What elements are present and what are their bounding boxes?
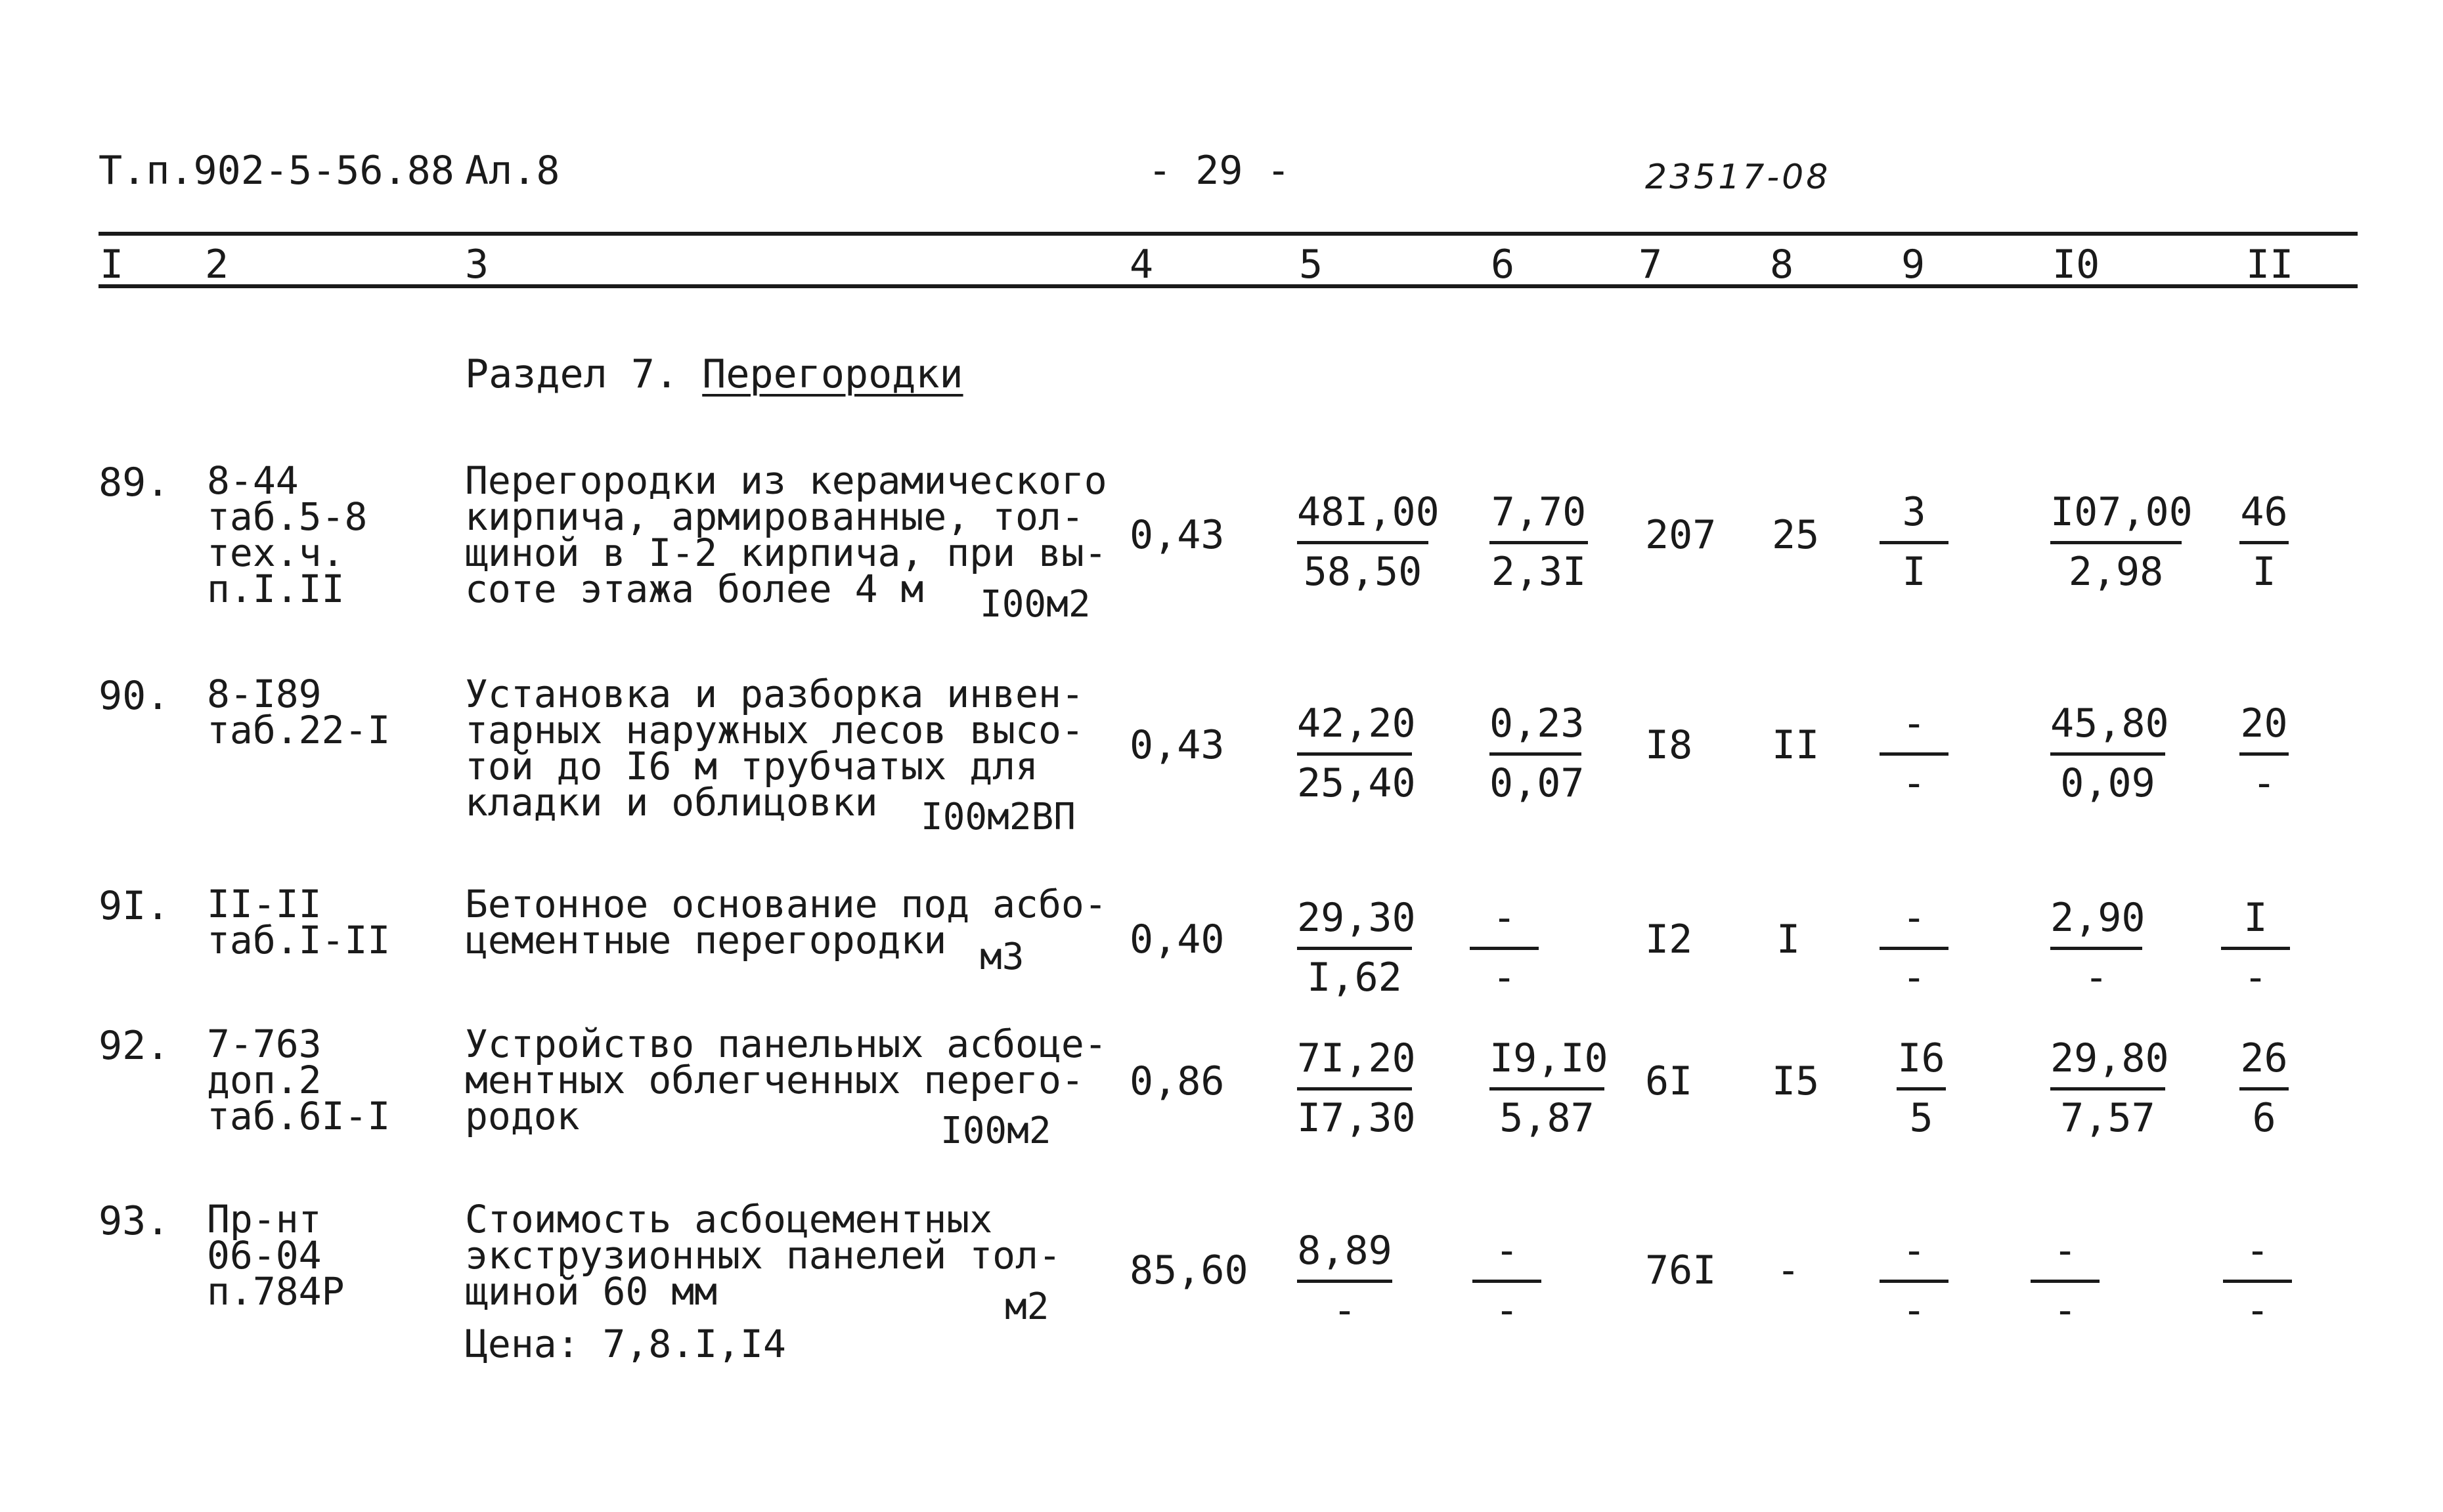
c11-top: 46 (2239, 492, 2289, 544)
quantity: 0,40 (1130, 917, 1225, 962)
cell-c11 (2221, 895, 2290, 1001)
work-description (465, 1197, 1061, 1314)
desc-line: щиной 60 мм (465, 1269, 718, 1314)
cell-c5 (1297, 895, 1416, 1001)
cell-c5 (1297, 1228, 1392, 1333)
desc-line: кирпича, армированные, тол- (465, 494, 1084, 539)
c6-top: 0,23 (1489, 704, 1581, 756)
cell-c5 (1297, 701, 1416, 806)
c9-top: - (1880, 1231, 1948, 1283)
cell-c8: I (1776, 917, 1801, 962)
desc-line: экструзионных панелей тол- (465, 1233, 1061, 1278)
c9-bottom: - (1902, 1287, 1926, 1333)
c9-top: - (1880, 898, 1948, 950)
c5-top: 8,89 (1297, 1231, 1392, 1283)
c11-bottom: - (2252, 760, 2276, 806)
doc-code: Т.п.902-5-56.88 (99, 148, 454, 194)
c11-top: 26 (2239, 1039, 2289, 1091)
c10-bottom: - (2053, 1287, 2077, 1333)
c5-bottom: 25,40 (1297, 760, 1416, 806)
col-10-number: I0 (2052, 242, 2100, 288)
code-line: таб.I-II (207, 918, 391, 962)
handwritten-number: 23517-08 (1645, 158, 1831, 197)
col-4-number: 4 (1130, 242, 1154, 288)
price-note: Цена: 7,8.I,I4 (465, 1322, 786, 1366)
c6-bottom: - (1495, 1287, 1519, 1333)
c6-top: - (1470, 898, 1539, 950)
c9-top: 3 (1880, 492, 1948, 544)
c5-bottom: I7,30 (1297, 1095, 1416, 1141)
desc-line: той до I6 м трубчатых для (465, 744, 1038, 788)
c5-top: 48I,00 (1297, 492, 1428, 544)
cell-c8: - (1776, 1247, 1801, 1293)
reference-code (207, 882, 391, 962)
c11-bottom: I (2252, 549, 2276, 595)
cell-c9 (1880, 489, 1948, 595)
c5-top: 7I,20 (1297, 1039, 1412, 1091)
c6-bottom: 0,07 (1489, 760, 1585, 806)
cell-c7: 76I (1645, 1247, 1717, 1293)
c11-bottom: - (2245, 1287, 2270, 1333)
section-prefix: Раздел 7. (465, 351, 679, 397)
cell-c6 (1472, 1228, 1541, 1333)
reference-code (207, 458, 368, 611)
code-line: таб.6I-I (207, 1094, 391, 1138)
cell-c6 (1489, 1035, 1608, 1141)
cell-c8: II (1772, 722, 1820, 768)
col-5-number: 5 (1299, 242, 1323, 288)
cell-c10 (2050, 489, 2193, 595)
c10-top: 29,80 (2050, 1039, 2165, 1091)
c9-top: I6 (1897, 1039, 1946, 1091)
code-line: п.I.II (207, 567, 345, 611)
cell-c10 (2050, 701, 2169, 806)
cell-c10 (2050, 1035, 2169, 1141)
quantity: 0,43 (1130, 512, 1225, 558)
c11-bottom: 6 (2252, 1095, 2276, 1141)
cell-c5 (1297, 1035, 1416, 1141)
code-line: 7-763 (207, 1022, 322, 1066)
c11-bottom: - (2243, 955, 2268, 1001)
c9-bottom: 5 (1909, 1095, 1933, 1141)
quantity: 0,43 (1130, 722, 1225, 768)
c6-top: - (1472, 1231, 1541, 1283)
desc-line: тарных наружных лесов высо- (465, 708, 1084, 752)
c11-top: - (2223, 1231, 2292, 1283)
c9-bottom: - (1902, 955, 1926, 1001)
reference-code (207, 672, 391, 752)
cell-c8: I5 (1772, 1058, 1820, 1104)
col-9-number: 9 (1901, 242, 1926, 288)
cell-c9 (1880, 701, 1948, 806)
desc-line: щиной в I-2 кирпича, при вы- (465, 530, 1107, 575)
desc-line: Бетонное основание под асбо- (465, 882, 1107, 926)
desc-line: Устройство панельных асбоце- (465, 1022, 1107, 1066)
c6-bottom: - (1492, 955, 1516, 1001)
col-7-number: 7 (1639, 242, 1663, 288)
measure-unit: I00м2ВП (921, 796, 1076, 838)
quantity: 0,86 (1130, 1058, 1225, 1104)
c10-top: - (2031, 1231, 2100, 1283)
code-line: 8-44 (207, 458, 299, 503)
c9-bottom: I (1902, 549, 1926, 595)
code-line: Пр-нт (207, 1197, 322, 1242)
row-number: 89. (99, 460, 170, 506)
desc-line: родок (465, 1094, 580, 1138)
c5-bottom: 58,50 (1303, 549, 1422, 595)
desc-line: кладки и облицовки (465, 780, 878, 825)
c5-top: 29,30 (1297, 898, 1412, 950)
quantity: 85,60 (1130, 1247, 1248, 1293)
c10-bottom: - (2084, 955, 2109, 1001)
cell-c6 (1470, 895, 1539, 1001)
c9-bottom: - (1902, 760, 1926, 806)
cell-c7: 6I (1645, 1058, 1693, 1104)
code-line: таб.22-I (207, 708, 391, 752)
cell-c11 (2239, 701, 2289, 806)
reference-code (207, 1022, 391, 1138)
measure-unit: м2 (1005, 1285, 1049, 1328)
cell-c6 (1489, 489, 1588, 595)
code-line: п.784Р (207, 1269, 345, 1314)
cell-c9 (1897, 1035, 1946, 1141)
section-title: Перегородки (702, 351, 963, 397)
cell-c6 (1489, 701, 1585, 806)
code-line: тех.ч. (207, 530, 345, 575)
header-rule-top (99, 232, 2358, 236)
c10-bottom: 2,98 (2068, 549, 2164, 595)
c6-top: 7,70 (1489, 492, 1588, 544)
c6-bottom: 2,3I (1491, 549, 1587, 595)
cell-c7: 207 (1645, 512, 1717, 558)
cell-c9 (1880, 1228, 1948, 1333)
c5-top: 42,20 (1297, 704, 1412, 756)
cell-c7: I8 (1645, 722, 1693, 768)
row-number: 92. (99, 1023, 170, 1069)
header-rule-bottom (99, 284, 2358, 288)
measure-unit: I00м2 (940, 1110, 1051, 1152)
cell-c11 (2239, 1035, 2289, 1141)
desc-line: Стоимость асбоцементных (465, 1197, 993, 1242)
desc-line: ментных облегченных перего- (465, 1058, 1084, 1102)
c5-bottom: I,62 (1307, 955, 1402, 1001)
col-11-number: II (2246, 242, 2294, 288)
cell-c11 (2239, 489, 2289, 595)
col-8-number: 8 (1770, 242, 1794, 288)
row-number: 90. (99, 673, 170, 719)
col-3-number: 3 (465, 242, 489, 288)
cell-c7: I2 (1645, 917, 1693, 962)
c10-top: I07,00 (2050, 492, 2182, 544)
c9-top: - (1880, 704, 1948, 756)
c10-bottom: 0,09 (2060, 760, 2155, 806)
cell-c10 (2031, 1228, 2100, 1333)
reference-code (207, 1197, 345, 1314)
c10-top: 45,80 (2050, 704, 2165, 756)
c6-bottom: 5,87 (1499, 1095, 1595, 1141)
code-line: таб.5-8 (207, 494, 368, 539)
c6-top: I9,I0 (1489, 1039, 1604, 1091)
col-2-number: 2 (205, 242, 229, 288)
code-line: 06-04 (207, 1233, 322, 1278)
desc-line: соте этажа более 4 м (465, 567, 924, 611)
row-number: 93. (99, 1198, 170, 1244)
cell-c8: 25 (1772, 512, 1820, 558)
c10-bottom: 7,57 (2060, 1095, 2155, 1141)
measure-unit: м3 (980, 936, 1024, 978)
code-line: 8-I89 (207, 672, 322, 716)
cell-c11 (2223, 1228, 2292, 1333)
code-line: доп.2 (207, 1058, 322, 1102)
section-heading (465, 351, 963, 397)
desc-line: цементные перегородки (465, 918, 947, 962)
cell-c9 (1880, 895, 1948, 1001)
row-number: 9I. (99, 883, 170, 929)
c11-top: I (2221, 898, 2290, 950)
col-6-number: 6 (1491, 242, 1515, 288)
cell-c10 (2050, 895, 2146, 1001)
album-label: Ал.8 (465, 148, 560, 194)
desc-line: Установка и разборка инвен- (465, 672, 1084, 716)
measure-unit: I00м2 (980, 583, 1091, 626)
code-line: II-II (207, 882, 322, 926)
page-number: - 29 - (1148, 148, 1290, 194)
c11-top: 20 (2239, 704, 2289, 756)
cell-c5 (1297, 489, 1440, 595)
c5-bottom: - (1332, 1287, 1357, 1333)
col-1-number: I (100, 242, 124, 288)
desc-line: Перегородки из керамического (465, 458, 1107, 503)
c10-top: 2,90 (2050, 898, 2142, 950)
